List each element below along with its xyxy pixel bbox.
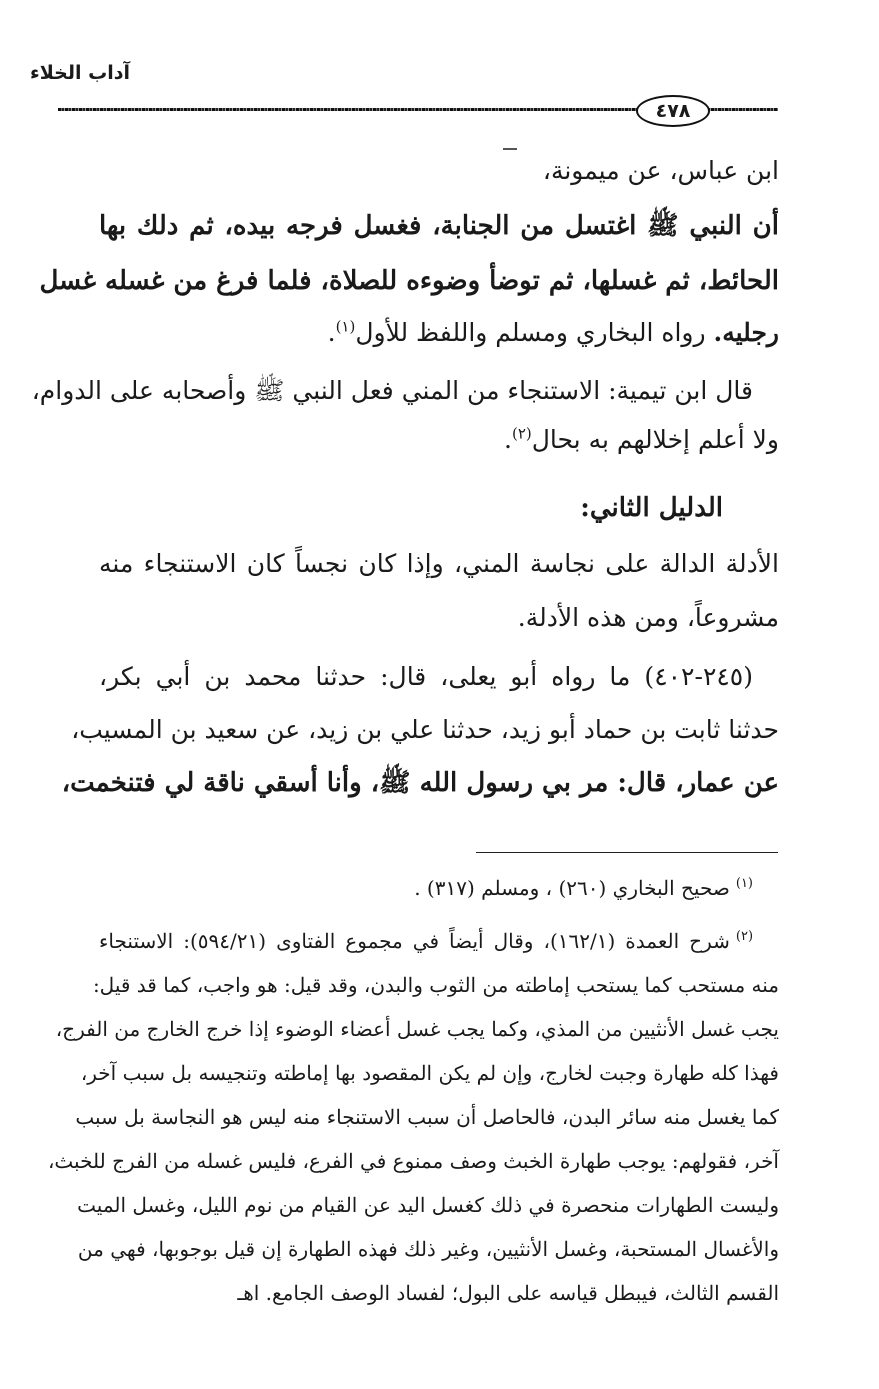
footnote-2-marker: (٢) [735,929,754,945]
footnote-2-line-1 [99,928,753,954]
hadith-line-1: أن النبي ﷺ اغتسل من الجنابة، فغسل فرجه بيده، ثم دلك بها [99,211,779,241]
hadith-line-2: الحائط، ثم غسلها، ثم توضأ وضوءه للصلاة، فلما فرغ من غسله غسل [39,266,779,296]
page-number: ٤٧٨ [636,95,710,127]
footnote-1-marker: (١) [735,876,753,892]
footnote-2-line-8: والأغسال المستحبة، وغسل الأنثيين، وغير ذلك فهذه الطهارة إن قيل بوجوبها، فهي من [77,1237,779,1261]
hadith-end: رجليه. [713,318,779,347]
body-line-1: ابن عباس، عن ميمونة، [542,156,779,185]
body-line-4: رجليه. رواه البخاري ومسلم واللفظ للأول$^{(١)}$. [327,317,779,347]
header-rule-left [58,108,640,111]
hadith-chain-line-2: حدثنا ثابت بن حماد أبو زيد، حدثنا علي بن زيد، عن سعيد بن المسيب، [71,715,779,744]
body-line-8: الأدلة الدالة على نجاسة المني، وإذا كان نجساً كان الاستنجاء منه [99,549,779,578]
footnote-separator [476,852,778,853]
quote-line-2-text: ولا أعلم إخلالهم به بحال [531,425,779,454]
hadith-chain-line-1: (٢٤٥-٤٠٢) ما رواه أبو يعلى، قال: حدثنا محمد بن أبي بكر، [99,662,753,691]
footnote-2-line-4: فهذا كله طهارة وجبت لخارج، وإن لم يكن المقصود بها إماطته وتنجيسه بل سبب آخر، [80,1061,779,1085]
footnote-ref-2: (٢) [511,424,532,443]
footnote-1-text: صحيح البخاري (٢٦٠) ، ومسلم (٣١٧) . [414,876,730,900]
header-rule-right [704,108,778,111]
footnote-2-line-5: كما يغسل منه سائر البدن، فالحاصل أن سبب الاستنجاء منه ليس هو النجاسة بل سبب [75,1105,779,1129]
running-header-title: آداب الخلاء [30,62,130,84]
footnote-2-line-6: آخر، فقولهم: يوجب طهارة الخبث وصف ممنوع في الفرع، فليس غسله من الفرج للخبث، [47,1149,779,1173]
footnote-1 [99,875,753,901]
decorative-dash [503,148,517,150]
footnote-2-line-1-text: شرح العمدة (١٦٢/١)، وقال أيضاً في مجموع الفتاوى (٥٩٤/٢١): الاستنجاء [99,929,730,953]
footnote-2-line-3: يجب غسل الأنثيين من المذي، وكما يجب غسل أعضاء الوضوء إذا خرج الخارج من الفرج، [55,1017,779,1041]
footnote-ref-1: (١) [335,317,356,336]
hadith-text-line: عن عمار، قال: مر بي رسول الله ﷺ، وأنا أسقي ناقة لي فتنخمت، [61,768,779,798]
footnote-2-line-9: القسم الثالث، فيبطل قياسه على البول؛ لفساد الوصف الجامع. اهـ [237,1281,779,1305]
footnote-2-line-7: وليست الطهارات منحصرة في ذلك كغسل اليد عن القيام من نوم الليل، وغسل الميت [77,1193,779,1217]
quote-line-1: قال ابن تيمية: الاستنجاء من المني فعل النبي ﷺ وأصحابه على الدوام، [31,376,753,405]
section-heading: الدليل الثاني: [580,493,723,523]
body-line-9: مشروعاً، ومن هذه الأدلة. [517,603,779,632]
citation-text: رواه البخاري ومسلم واللفظ للأول [355,318,706,347]
quote-line-2: ولا أعلم إخلالهم به بحال$^{(٢)}$. [504,424,779,454]
footnote-2-line-2: منه مستحب كما يستحب إماطته من الثوب والبدن، وقد قيل: هو واجب، كما قد قيل: [92,973,779,997]
